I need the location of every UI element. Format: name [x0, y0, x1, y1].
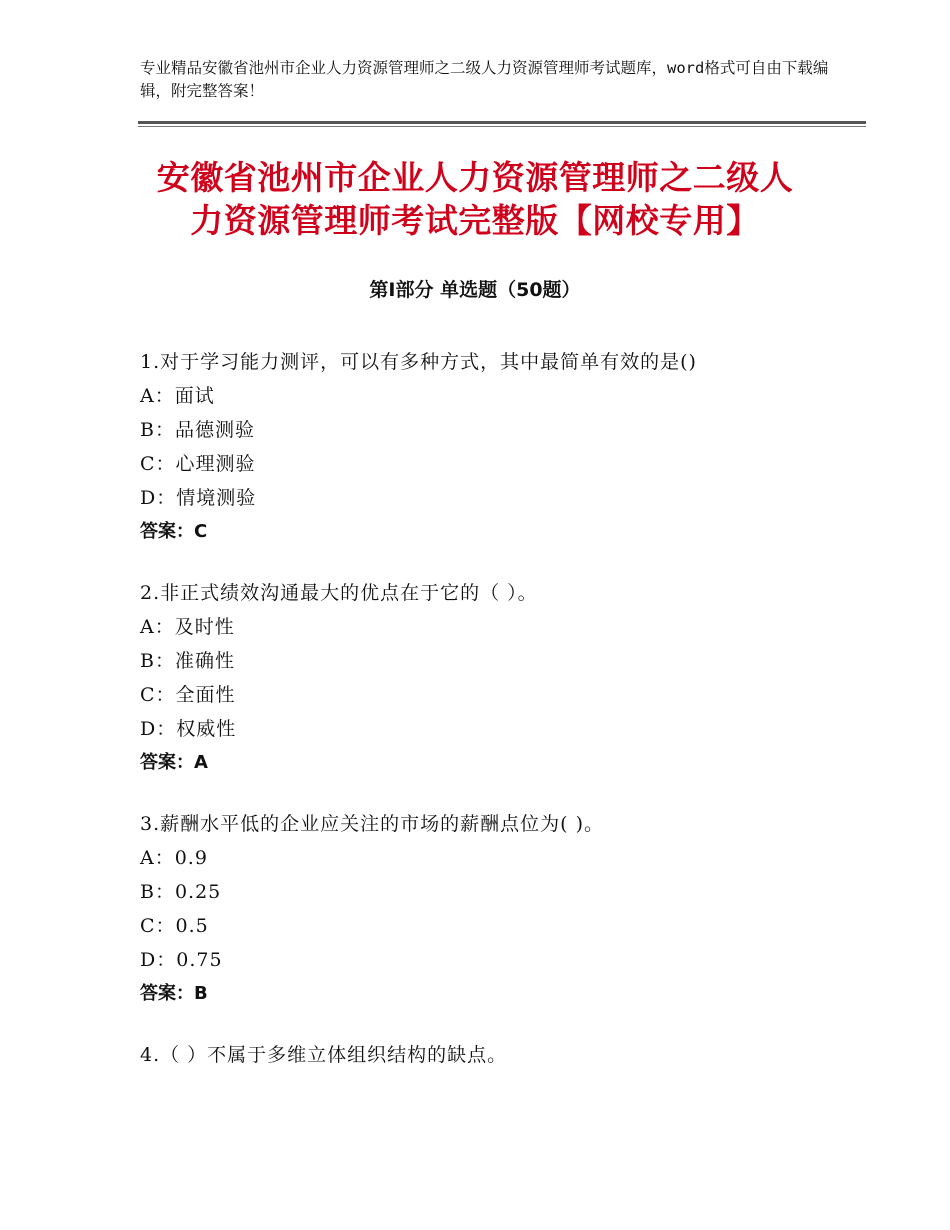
option-b: B：品德测验: [140, 419, 255, 441]
option-b: B：0.25: [140, 881, 222, 903]
question-2: [140, 576, 860, 780]
option-b: B：准确性: [140, 650, 235, 672]
option-d: D：情境测验: [140, 487, 257, 509]
answer: 答案：A: [140, 752, 208, 773]
section-title: 第Ⅰ部分 单选题（50题）: [369, 279, 581, 301]
option-a: A：及时性: [140, 616, 235, 638]
title-line-2: 力资源管理师考试完整版【网校专用】: [190, 201, 760, 240]
question-list: [140, 345, 860, 1099]
document-title: [100, 156, 850, 242]
header-note: 专业精品安徽省池州市企业人力资源管理师之二级人力资源管理师考试题库，word格式可自由下载编辑，附完整答案！: [140, 59, 829, 100]
answer: 答案：C: [140, 521, 208, 542]
option-a: A：0.9: [140, 847, 208, 869]
option-c: C：0.5: [140, 915, 209, 937]
option-d: D：0.75: [140, 949, 223, 971]
question-text: 1.对于学习能力测评，可以有多种方式，其中最简单有效的是(): [140, 351, 697, 373]
header-rule-thick: [138, 121, 866, 124]
question-text: 3.薪酬水平低的企业应关注的市场的薪酬点位为( )。: [140, 813, 604, 835]
option-c: C：全面性: [140, 684, 236, 706]
question-1: [140, 345, 860, 549]
question-3: [140, 807, 860, 1011]
header-rule-thin: [138, 126, 866, 127]
title-line-1: 安徽省池州市企业人力资源管理师之二级人: [156, 158, 794, 197]
option-d: D：权威性: [140, 718, 237, 740]
question-text: 2.非正式绩效沟通最大的优点在于它的（ ）。: [140, 582, 538, 604]
option-a: A：面试: [140, 385, 215, 407]
answer: 答案：B: [140, 983, 208, 1004]
option-c: C：心理测验: [140, 453, 256, 475]
question-4: [140, 1038, 860, 1072]
question-text: 4.（ ）不属于多维立体组织结构的缺点。: [140, 1044, 508, 1066]
